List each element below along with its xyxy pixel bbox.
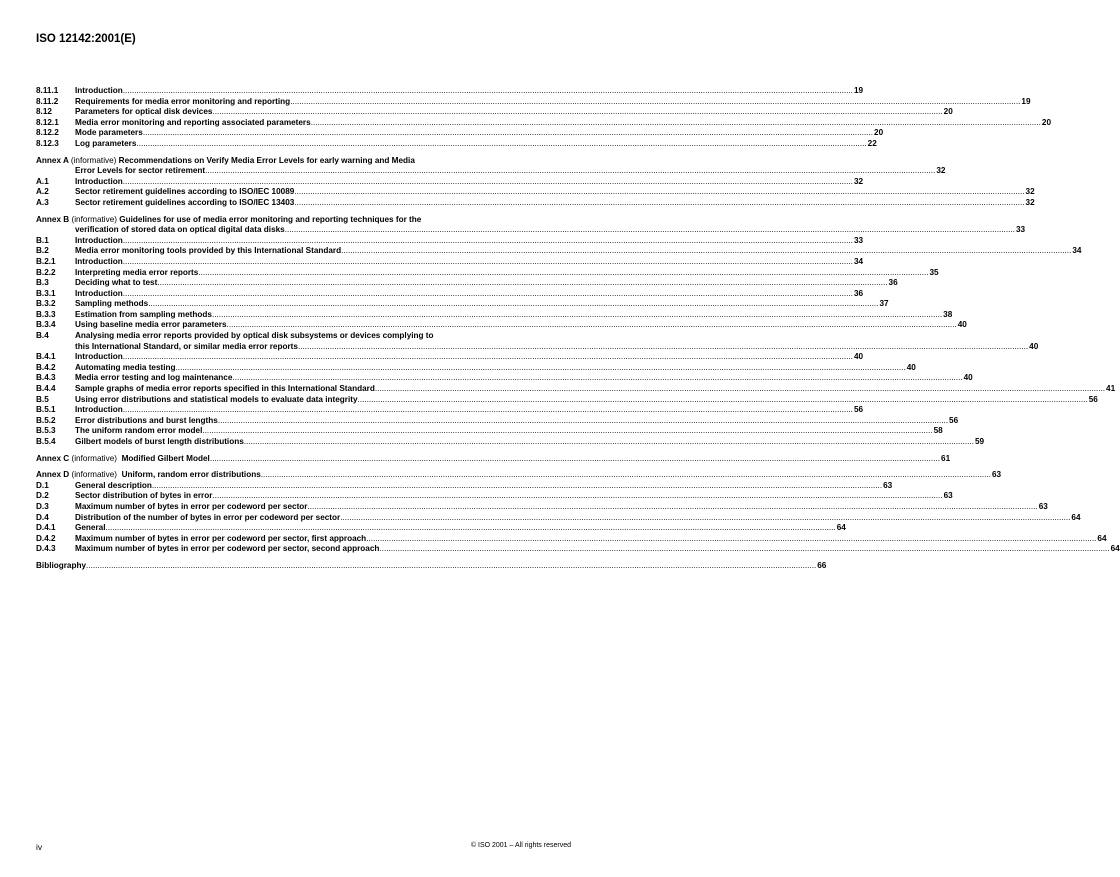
toc-entry-title: Estimation from sampling methods xyxy=(75,309,212,319)
toc-entry-title: The uniform random error model xyxy=(75,426,203,436)
toc-entry[interactable] xyxy=(36,394,1098,406)
toc-entry-page: 19 xyxy=(853,86,864,95)
leader-dots xyxy=(123,257,853,268)
toc-entry-page: 40 xyxy=(1029,341,1039,351)
toc-entry-page: 34 xyxy=(1072,246,1082,256)
leader-dots xyxy=(261,470,991,481)
toc-entry-page: 63 xyxy=(1038,501,1048,511)
annex-a-heading[interactable] xyxy=(36,156,571,167)
toc-entry-title: Introduction xyxy=(75,176,123,186)
toc-entry-number: A.2 xyxy=(36,187,49,197)
annex-d-title: Uniform, random error distributions xyxy=(121,470,261,480)
annex-b-heading-cont[interactable] xyxy=(36,225,1026,236)
toc-entry[interactable] xyxy=(36,512,1081,524)
toc-entry-title: Mode parameters xyxy=(75,128,143,138)
toc-entry[interactable] xyxy=(36,278,898,289)
annex-c-title: Modified Gilbert Model xyxy=(121,453,210,463)
toc-entry-page: 32 xyxy=(1025,197,1035,207)
toc-entry[interactable] xyxy=(36,86,864,97)
toc-entry-title: Sector retirement guidelines according to ISO/IEC 10089 xyxy=(75,187,295,197)
leader-dots xyxy=(358,395,1088,406)
leader-dots xyxy=(232,373,962,384)
annex-d-informative: (informative) xyxy=(71,470,117,480)
toc-entry[interactable] xyxy=(36,176,864,188)
toc-entry-title: Error distributions and burst lengths xyxy=(75,415,218,425)
toc-entry-title: Log parameters xyxy=(75,138,137,148)
toc-entry[interactable] xyxy=(36,362,916,374)
toc-entry[interactable] xyxy=(36,187,1035,198)
toc-entry[interactable] xyxy=(36,288,864,300)
toc-entry-number: B.4.2 xyxy=(36,362,56,372)
leader-dots xyxy=(148,299,878,310)
leader-dots xyxy=(341,246,1071,257)
annex-a-page: 32 xyxy=(936,166,946,176)
leader-dots xyxy=(123,405,853,416)
toc-entry-number: B.4.1 xyxy=(36,352,56,362)
annex-b-items-1 xyxy=(36,235,1082,331)
leader-dots xyxy=(212,491,942,502)
toc-entry-number: A.1 xyxy=(36,176,49,186)
annex-d-label: Annex D xyxy=(36,470,70,480)
toc-entry-number: B.2.1 xyxy=(36,256,56,266)
toc-entry-number: 8.12.2 xyxy=(36,128,59,138)
toc-entry-page: 56 xyxy=(1088,394,1098,404)
leader-dots xyxy=(123,352,853,363)
toc-entry-title: General xyxy=(75,523,106,533)
toc-entry-title: Media error testing and log maintenance xyxy=(75,373,233,383)
footer-page-number: iv xyxy=(36,842,43,852)
toc-entry-title: Media error monitoring and reporting associated parameters xyxy=(75,117,311,127)
leader-dots xyxy=(227,320,957,331)
toc-entry-page: 40 xyxy=(963,373,973,383)
toc-entry-page: 20 xyxy=(943,107,953,117)
toc-entry-page: 64 xyxy=(1071,512,1081,522)
annex-b-label: Annex B xyxy=(36,214,70,224)
leader-dots xyxy=(143,128,873,139)
toc-entry[interactable] xyxy=(36,437,985,448)
bibliography-page: 66 xyxy=(817,560,827,570)
toc-entry-page: 19 xyxy=(1021,96,1031,106)
annex-b-group xyxy=(36,214,1116,448)
toc-entry-page: 38 xyxy=(943,309,953,319)
toc-entry-page: 40 xyxy=(957,320,967,330)
toc-entry-title: Automating media testing xyxy=(75,362,176,372)
toc-entry-title: General description xyxy=(75,480,152,490)
toc-entry[interactable] xyxy=(36,235,864,247)
toc-entry[interactable] xyxy=(36,197,1035,209)
toc-entry-number: B.3.2 xyxy=(36,299,56,309)
toc-entry-page: 34 xyxy=(853,256,864,266)
leader-dots xyxy=(311,118,1041,129)
toc-entry-number: 8.11.1 xyxy=(36,86,59,95)
toc-entry-title: Sample graphs of media error reports specified in this International Standard xyxy=(75,384,375,394)
toc-entry[interactable] xyxy=(36,128,884,139)
toc-entry-number: B.3.1 xyxy=(36,288,56,298)
toc-entry-title: Sector distribution of bytes in error xyxy=(75,491,213,501)
toc-entry-title: Media error monitoring tools provided by this International Standard xyxy=(75,246,342,256)
toc-entry-number: B.4.3 xyxy=(36,373,56,383)
toc-entry-page: 63 xyxy=(883,480,893,490)
leader-dots xyxy=(198,268,928,279)
toc-entry-number: B.3.4 xyxy=(36,320,56,330)
toc-entry-page: 64 xyxy=(836,523,846,533)
toc-entry-number: B.1 xyxy=(36,235,49,245)
toc-entry-title: Introduction xyxy=(75,288,123,298)
annex-d-items xyxy=(36,480,1120,555)
toc-entry[interactable] xyxy=(36,426,943,437)
toc-entry-title: Using baseline media error parameters xyxy=(75,320,227,330)
toc-entry-title: Maximum number of bytes in error per codeword per sector xyxy=(75,501,308,511)
toc-section-8 xyxy=(36,86,1051,150)
bibliography-group xyxy=(36,560,827,572)
toc-entry-page: 56 xyxy=(949,415,959,425)
toc-entry-number: D.4.2 xyxy=(36,533,56,543)
leader-dots xyxy=(86,561,816,572)
toc-entry-title: Introduction xyxy=(75,256,123,266)
annex-a-informative: (informative) xyxy=(70,155,117,165)
leader-dots xyxy=(123,86,853,97)
leader-dots xyxy=(123,177,853,188)
footer-copyright: © ISO 2001 – All rights reserved xyxy=(470,842,571,849)
annex-a-title-line2: Error Levels for sector retirement xyxy=(75,166,206,176)
table-of-contents xyxy=(36,86,1120,572)
toc-entry-page: 58 xyxy=(933,426,943,436)
leader-dots xyxy=(152,481,882,492)
toc-entry[interactable] xyxy=(36,352,864,363)
toc-entry-page: 35 xyxy=(929,267,939,277)
annex-c-group xyxy=(36,453,951,465)
leader-dots xyxy=(212,310,942,321)
toc-entry-number: B.5 xyxy=(36,394,49,404)
toc-entry-page: 64 xyxy=(1110,544,1120,554)
annex-c-label: Annex C xyxy=(36,453,70,463)
leader-dots xyxy=(298,342,1028,353)
annex-d-heading[interactable] xyxy=(36,470,1002,481)
toc-entry[interactable] xyxy=(36,491,953,502)
toc-entry-page: 64 xyxy=(1097,533,1107,543)
leader-dots xyxy=(290,97,1020,108)
toc-entry[interactable] xyxy=(36,309,953,321)
toc-entry[interactable] xyxy=(36,405,864,416)
toc-entry-number: 8.12.3 xyxy=(36,138,59,148)
toc-entry-title: Deciding what to test xyxy=(75,278,158,288)
toc-entry-number: D.3 xyxy=(36,501,49,511)
leader-dots xyxy=(123,236,853,247)
leader-dots xyxy=(210,454,940,465)
toc-entry-number: D.4.1 xyxy=(36,523,56,533)
annex-c-informative: (informative) xyxy=(71,453,117,463)
leader-dots xyxy=(123,289,853,300)
toc-entry[interactable] xyxy=(36,256,864,268)
toc-entry-title: Introduction xyxy=(75,86,123,95)
toc-entry[interactable] xyxy=(36,501,1048,513)
toc-entry-page: 33 xyxy=(853,235,864,245)
toc-entry-page: 40 xyxy=(906,362,916,372)
leader-dots xyxy=(202,426,932,437)
bibliography-title: Bibliography xyxy=(36,560,87,570)
toc-entry[interactable] xyxy=(36,533,1107,545)
annex-c-page: 61 xyxy=(941,453,951,463)
toc-entry-title: Using error distributions and statistical models to evaluate data integrity xyxy=(75,394,358,404)
annex-c-heading[interactable] xyxy=(36,453,951,465)
toc-entry-title: Interpreting media error reports xyxy=(75,267,199,277)
leader-dots xyxy=(366,534,1096,545)
toc-entry-title: Introduction xyxy=(75,405,123,415)
toc-entry-number: A.3 xyxy=(36,197,49,207)
annex-b-items-2 xyxy=(36,352,1116,447)
toc-entry[interactable] xyxy=(36,246,1082,257)
toc-entry[interactable] xyxy=(36,544,1120,555)
leader-dots xyxy=(294,198,1024,209)
annex-b-heading[interactable] xyxy=(36,215,571,226)
toc-entry-page: 40 xyxy=(853,352,864,362)
toc-entry[interactable] xyxy=(36,480,893,492)
toc-entry[interactable] xyxy=(36,107,953,118)
toc-entry-number: B.5.4 xyxy=(36,437,56,446)
toc-entry-b4[interactable] xyxy=(36,331,571,342)
toc-entry-page: 56 xyxy=(853,405,864,415)
toc-entry-number: D.4.3 xyxy=(36,544,56,554)
annex-b-title-line2: verification of stored data on optical digital data disks xyxy=(75,225,285,235)
toc-entry-page: 32 xyxy=(853,176,864,186)
toc-entry-number: 8.11.2 xyxy=(36,96,59,106)
annex-a-title-line1: Recommendations on Verify Media Error Levels for early warning and Media xyxy=(118,155,415,165)
leader-dots xyxy=(294,187,1024,198)
annex-a-heading-cont[interactable] xyxy=(36,166,946,177)
toc-entry-number: B.3.3 xyxy=(36,309,56,319)
toc-entry-page: 41 xyxy=(1106,384,1116,394)
toc-entry[interactable] xyxy=(36,267,939,279)
toc-entry-number: D.2 xyxy=(36,491,49,501)
annex-d-group xyxy=(36,470,1120,555)
document-header-id: ISO 12142:2001(E) xyxy=(36,33,136,45)
toc-entry-page: 59 xyxy=(974,437,985,446)
toc-entry[interactable] xyxy=(36,320,967,331)
toc-entry-page: 20 xyxy=(1041,117,1051,127)
toc-entry[interactable] xyxy=(36,138,877,150)
toc-entry-number: B.3 xyxy=(36,278,49,288)
toc-entry-title: Distribution of the number of bytes in error per codeword per sector xyxy=(75,512,341,522)
annex-a-group xyxy=(36,155,1035,209)
toc-entry-title: Introduction xyxy=(75,352,123,362)
toc-entry-page: 32 xyxy=(1025,187,1035,197)
toc-entry-number: 8.12 xyxy=(36,107,52,117)
leader-dots xyxy=(375,384,1105,395)
toc-entry-number: B.5.1 xyxy=(36,405,56,415)
toc-entry-page: 36 xyxy=(853,288,864,298)
annex-b-page: 33 xyxy=(1015,225,1026,235)
leader-dots xyxy=(340,513,1070,524)
toc-entry[interactable] xyxy=(36,523,846,534)
toc-entry[interactable] xyxy=(36,415,959,427)
toc-entry-title: Analysing media error reports provided by optical disk subsystems or devices complying to xyxy=(75,331,434,341)
toc-entry-number: B.4 xyxy=(36,331,49,341)
toc-entry-title: Requirements for media error monitoring and reporting xyxy=(75,96,291,106)
toc-entry-number: B.5.3 xyxy=(36,426,56,436)
leader-dots xyxy=(205,166,935,177)
annex-d-page: 63 xyxy=(991,470,1002,480)
leader-dots xyxy=(244,437,974,448)
toc-entry-page: 36 xyxy=(888,278,898,288)
toc-entry-title: Sector retirement guidelines according to ISO/IEC 13403 xyxy=(75,197,295,207)
toc-entry-number: D.4 xyxy=(36,512,49,522)
leader-dots xyxy=(106,523,836,534)
toc-entry-title: Gilbert models of burst length distributions xyxy=(75,437,244,446)
leader-dots xyxy=(212,107,942,118)
toc-entry-title: Sampling methods xyxy=(75,299,149,309)
annex-a-items xyxy=(36,176,1035,209)
toc-entry-page: 37 xyxy=(879,299,889,309)
toc-entry-number: D.1 xyxy=(36,480,49,490)
toc-entry-number: B.4.4 xyxy=(36,384,56,394)
toc-entry-number: B.2.2 xyxy=(36,267,56,277)
toc-entry-title: Introduction xyxy=(75,235,123,245)
toc-entry-title-cont: this International Standard, or similar media error reports xyxy=(75,341,298,351)
toc-entry-number: B.5.2 xyxy=(36,415,56,425)
toc-entry-title: Maximum number of bytes in error per codeword per sector, second approach xyxy=(75,544,380,554)
toc-entry-number: B.2 xyxy=(36,246,49,256)
leader-dots xyxy=(285,225,1015,236)
leader-dots xyxy=(218,416,948,427)
toc-entry-page: 63 xyxy=(943,491,953,501)
annex-a-label: Annex A xyxy=(36,155,69,165)
toc-entry[interactable] xyxy=(36,96,1031,108)
annex-b-title-line1: Guidelines for use of media error monitoring and reporting techniques for the xyxy=(119,214,422,224)
toc-entry-page: 20 xyxy=(874,128,884,138)
toc-entry-page: 22 xyxy=(867,138,877,148)
toc-entry-title: Maximum number of bytes in error per codeword per sector, first approach xyxy=(75,533,367,543)
toc-entry[interactable] xyxy=(36,299,889,310)
bibliography-entry[interactable] xyxy=(36,560,827,572)
leader-dots xyxy=(157,278,887,289)
leader-dots xyxy=(308,502,1038,513)
leader-dots xyxy=(176,363,906,374)
toc-entry-number: 8.12.1 xyxy=(36,117,59,127)
toc-entry[interactable] xyxy=(36,117,1051,129)
leader-dots xyxy=(379,544,1109,555)
toc-entry[interactable] xyxy=(36,384,1116,395)
toc-entry[interactable] xyxy=(36,373,973,384)
toc-entry-b4-cont[interactable] xyxy=(36,341,1039,353)
leader-dots xyxy=(136,139,866,150)
annex-b-informative: (informative) xyxy=(71,214,117,224)
toc-entry-title: Parameters for optical disk devices xyxy=(75,107,213,117)
